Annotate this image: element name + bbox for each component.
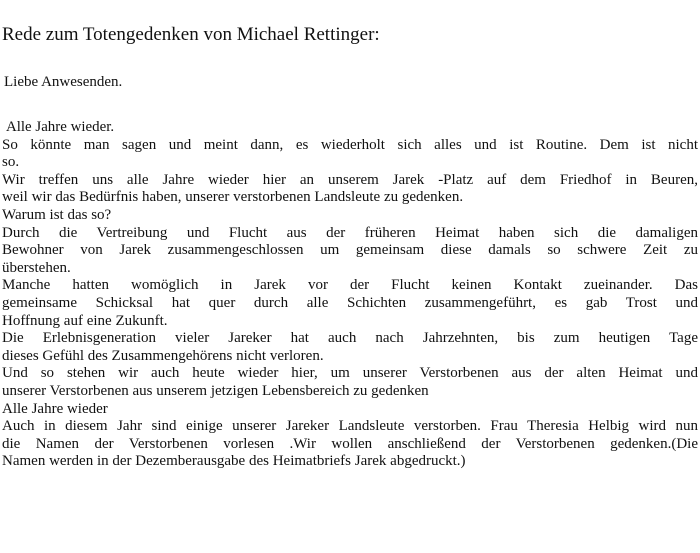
- document-title: Rede zum Totengedenken von Michael Rettinger:: [2, 24, 380, 45]
- text-line: unserer Verstorbenen aus unserem jetzigen Lebensbereich zu gedenken: [2, 382, 429, 399]
- text-line: weil wir das Bedürfnis haben, unserer verstorbenen Landsleute zu gedenken.: [2, 189, 464, 206]
- text-line: Alle Jahre wieder: [2, 400, 108, 417]
- text-line: So könnte man sagen und meint dann, es wiederholt sich alles und ist Routine. Dem ist nicht: [2, 136, 698, 153]
- text-line: die Namen der Verstorbenen vorlesen .Wir wollen anschließend der Verstorbenen gedenken.(Die: [2, 435, 698, 452]
- text-line: Namen werden in der Dezemberausgabe des Heimatbriefs Jarek abgedruckt.): [2, 453, 466, 470]
- text-line: dieses Gefühl des Zusammengehörens nicht verloren.: [2, 347, 324, 364]
- text-line: Auch in diesem Jahr sind einige unserer Jareker Landsleute verstorben. Frau Theresia Helbig wird nun: [2, 418, 698, 435]
- text-line: Bewohner von Jarek zusammengeschlossen um gemeinsam diese damals so schwere Zeit zu: [2, 242, 698, 259]
- text-line: Alle Jahre wieder.: [5, 119, 115, 135]
- speech-body: [2, 119, 698, 471]
- text-line: Wir treffen uns alle Jahre wieder hier an unserem Jarek -Platz auf dem Friedhof in Beuren,: [2, 171, 698, 188]
- text-line: Und so stehen wir auch heute wieder hier, um unserer Verstorbenen aus der alten Heimat und: [2, 365, 698, 382]
- greeting-line: Liebe Anwesenden.: [4, 74, 123, 90]
- text-line: überstehen.: [2, 259, 71, 276]
- text-line: Hoffnung auf eine Zukunft.: [2, 312, 168, 329]
- text-line: Warum ist das so?: [2, 206, 112, 223]
- text-line: Die Erlebnisgeneration vieler Jareker hat auch nach Jahrzehnten, bis zum heutigen Tage: [2, 330, 698, 347]
- text-line: so.: [2, 154, 20, 171]
- text-line: Manche hatten womöglich in Jarek vor der Flucht keinen Kontakt zueinander. Das: [2, 277, 698, 294]
- text-line: gemeinsame Schicksal hat quer durch alle Schichten zusammengeführt, es gab Trost und: [2, 294, 698, 311]
- text-line: Durch die Vertreibung und Flucht aus der früheren Heimat haben sich die damaligen: [2, 224, 698, 241]
